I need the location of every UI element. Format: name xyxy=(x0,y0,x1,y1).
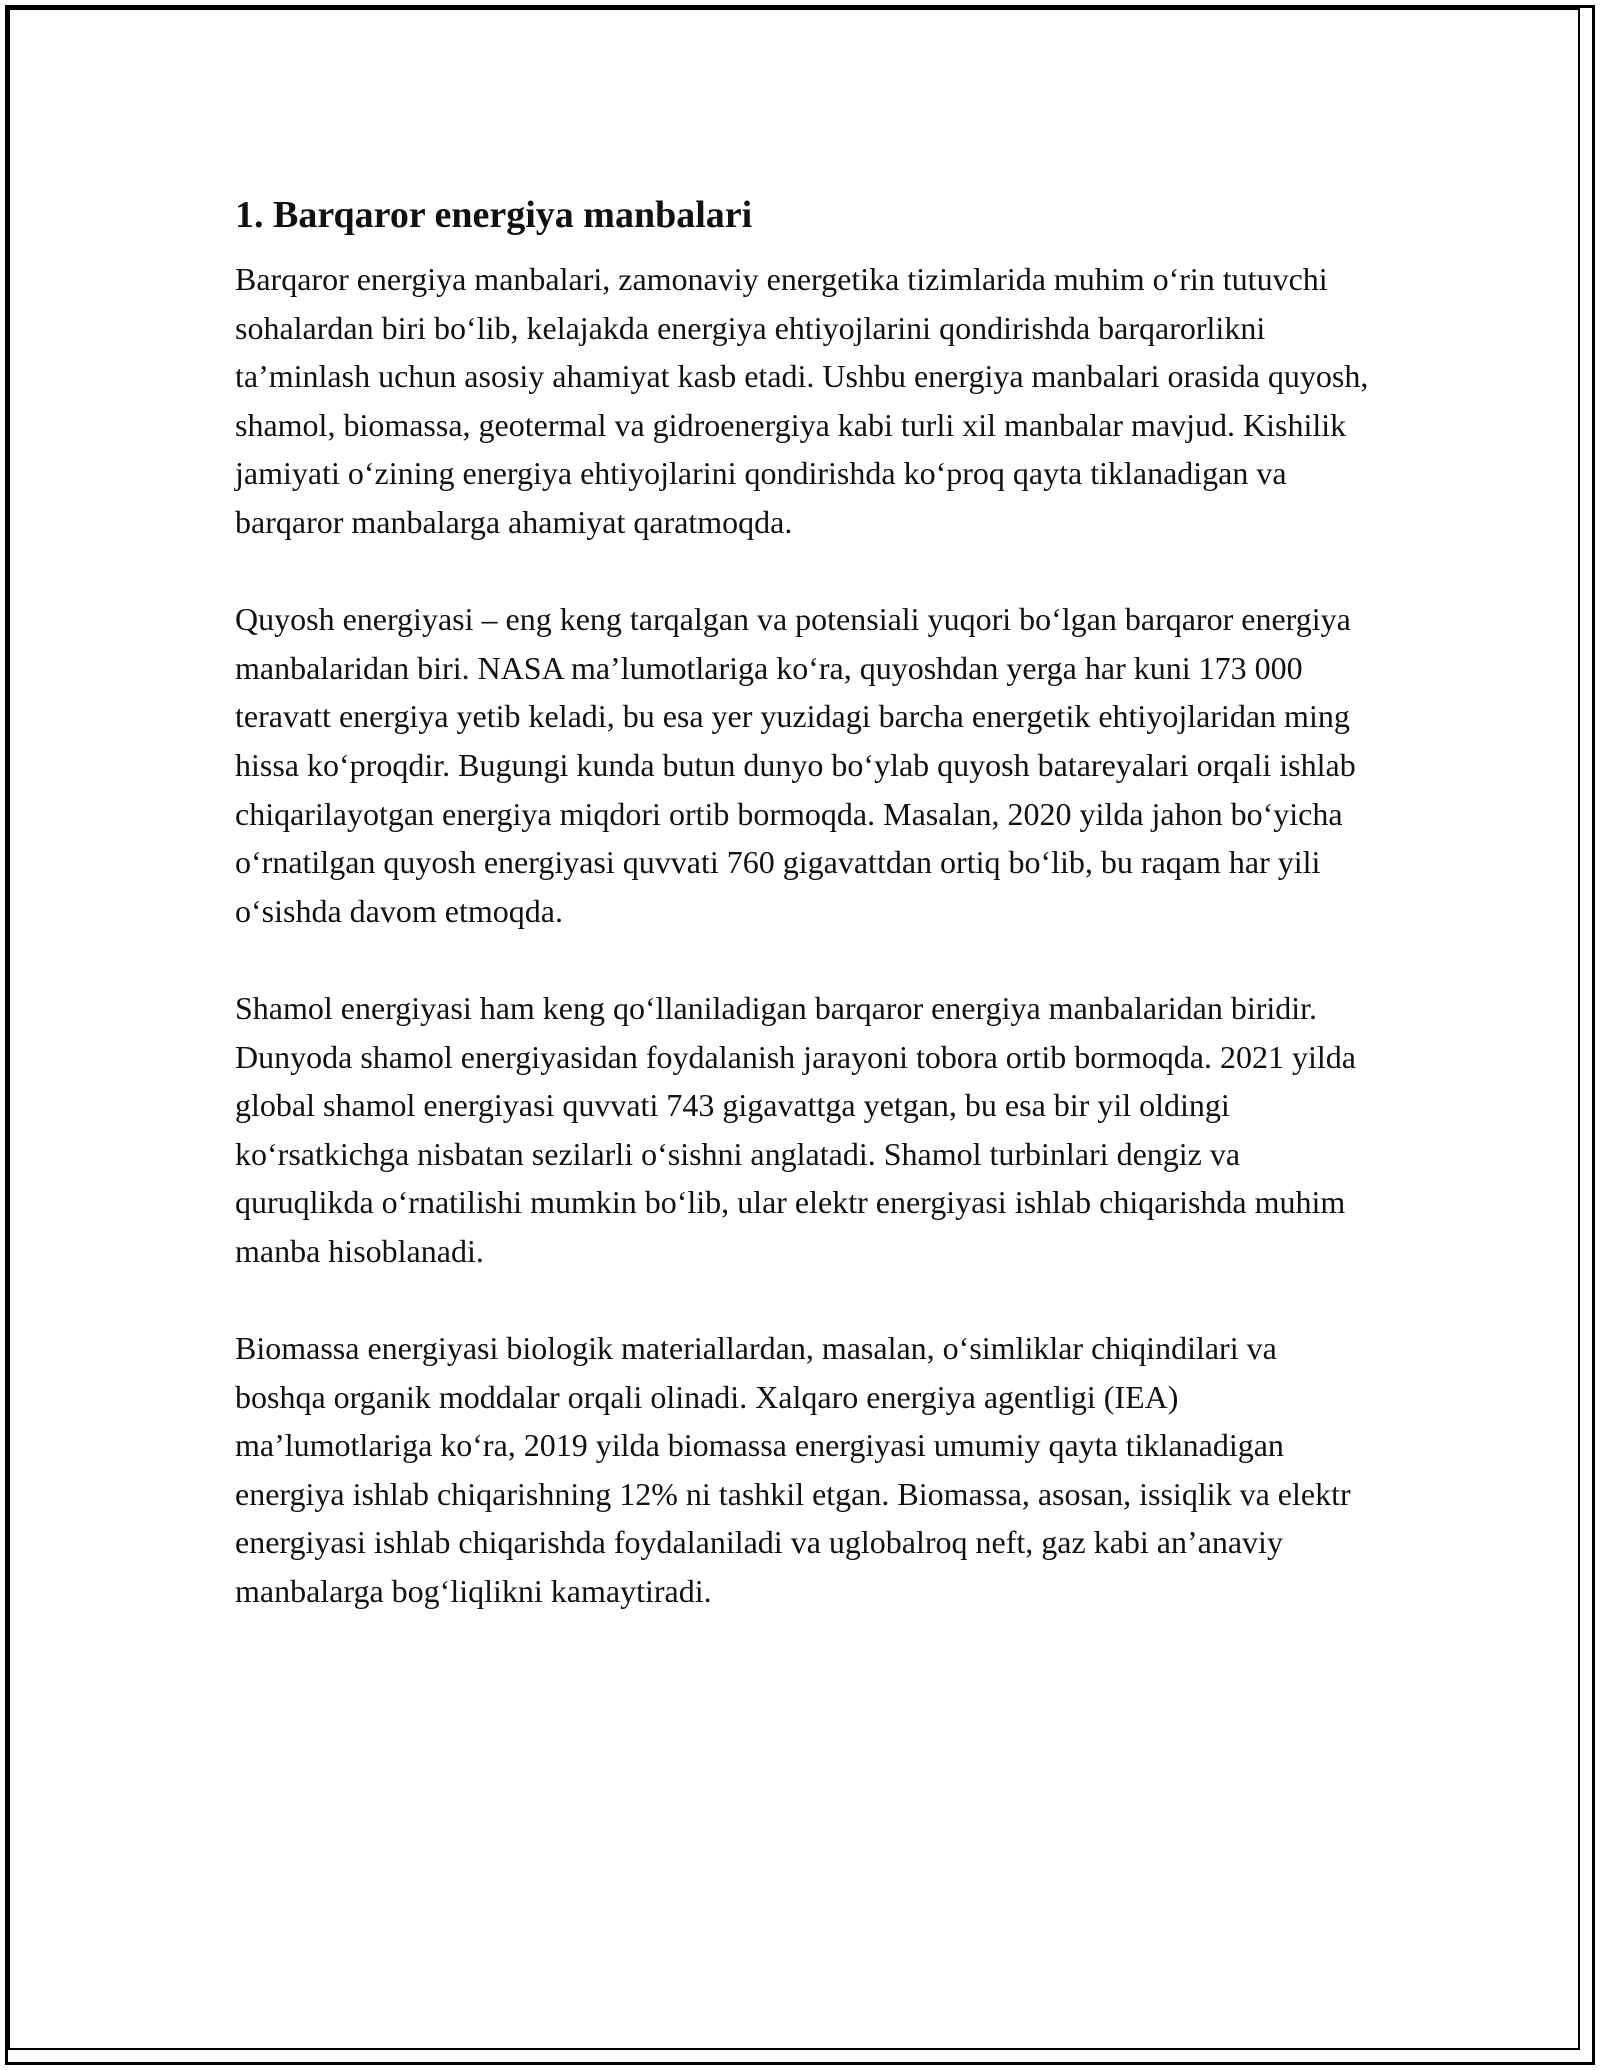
paragraph-biomass: Biomassa energiyasi biologik materiallardan, masalan, o‘simliklar chiqindilari va boshqa organik moddalar orqali olinadi. Xalqaro energiya agentligi (IEA) ma’lumotlariga ko‘ra, 2019 yilda biomassa energiyasi umumiy qayta tiklanadigan energiya ishlab chiqarishning 12% ni tashkil etgan. Biomassa, asosan, issiqlik va elektr energiyasi ishlab chiqarishda foydalaniladi va uglobalroq neft, gaz kabi an’anaviy manbalarga bog‘liqlikni kamaytiradi. xyxy=(235,1330,1351,1610)
paragraph-wind: Shamol energiyasi ham keng qo‘llaniladigan barqaror energiya manbalaridan biridir. Dunyoda shamol energiyasidan foydalanish jarayoni tobora ortib bormoqda. 2021 yilda global shamol energiyasi quvvati 743 gigavattga yetgan, bu esa bir yil oldingi ko‘rsatkichga nisbatan sezilarli o‘sishni anglatadi. Shamol turbinlari dengiz va quruqlikda o‘rnatilishi mumkin bo‘lib, ular elektr energiyasi ishlab chiqarishda muhim manba hisoblanadi. xyxy=(235,989,1356,1269)
document-body xyxy=(235,183,1375,1664)
paragraph-solar: Quyosh energiyasi – eng keng tarqalgan va potensiali yuqori bo‘lgan barqaror energiya manbalaridan biri. NASA ma’lumotlariga ko‘ra, quyoshdan yerga har kuni 173 000 teravatt energiya yetib keladi, bu esa yer yuzidagi barcha energetik ehtiyojlaridan ming hissa ko‘proqdir. Bugungi kunda butun dunyo bo‘ylab quyosh batareyalari orqali ishlab chiqarilayotgan energiya miqdori ortib bormoqda. Masalan, 2020 yilda jahon bo‘yicha o‘rnatilgan quyosh energiyasi quvvati 760 gigavattdan ortiq bo‘lib, bu raqam har yili o‘sishda davom etmoqda. xyxy=(235,601,1356,929)
paragraph-intro: Barqaror energiya manbalari, zamonaviy energetika tizimlarida muhim o‘rin tutuvchi sohalardan biri bo‘lib, kelajakda energiya ehtiyojlarini qondirishda barqarorlikni ta’minlash uchun asosiy ahamiyat kasb etadi. Ushbu energiya manbalari orasida quyosh, shamol, biomassa, geotermal va gidroenergiya kabi turli xil manbalar mavjud. Kishilik jamiyati o‘zining energiya ehtiyojlarini qondirishda ko‘proq qayta tiklanadigan va barqaror manbalarga ahamiyat qaratmoqda. xyxy=(235,261,1369,540)
section-heading: 1. Barqaror energiya manbalari xyxy=(235,194,753,236)
